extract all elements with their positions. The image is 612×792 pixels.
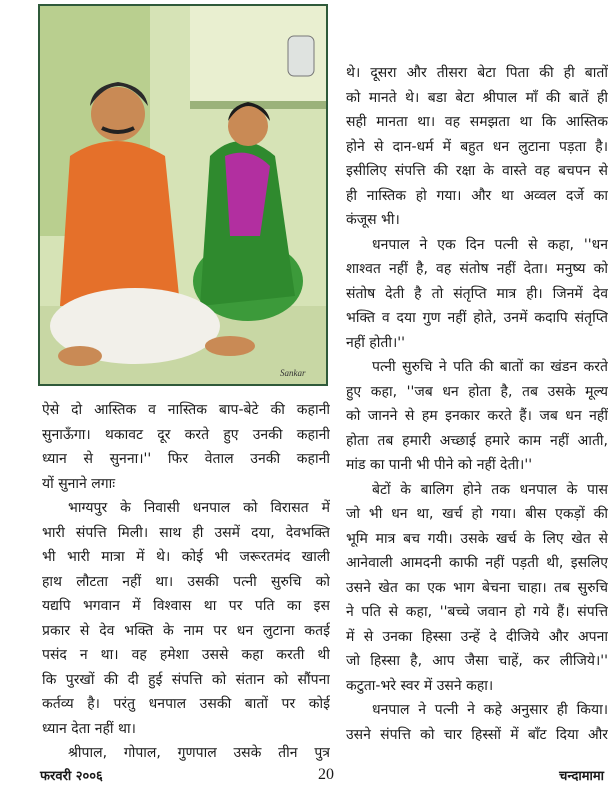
text-line: भारी संपत्ति मिली। साथ ही उसमें दया, देवभक्ति: [42, 524, 330, 541]
text-line: ध्यान से सुनना।'' फिर वेताल उनकी कहानी: [42, 451, 330, 467]
magazine-name: चन्दामामा: [559, 769, 604, 784]
text-line: ही नास्तिक हो गया। और था अव्वल दर्जे का: [346, 187, 608, 204]
text-line: प्रकार से देव भक्ति के नाम पर धन लुटाना कतई: [42, 622, 330, 639]
text-line: होता तब हमारी अच्छाई हमारे काम नहीं आती,: [346, 432, 608, 449]
text-line: भक्ति व दया गुण नहीं होते, उनमें कदापि संतृप्ति: [346, 310, 608, 326]
text-line: पसंद न था। वह हमेशा उससे कहा करती थी: [42, 647, 330, 663]
text-line: हुए कहा, ''जब धन होता है, तब उसके मूल्य: [346, 383, 608, 400]
text-line: मांड का पानी भी पीने को नहीं देती।'': [346, 457, 533, 473]
story-illustration: [38, 4, 328, 386]
text-line: आनेवाली आमदनी काफी नहीं पड़ती थी, इसलिए: [346, 555, 608, 571]
footer-issue-date: फरवरी २००६: [40, 769, 103, 784]
text-line: ऐसे दो आस्तिक व नास्तिक बाप-बेटे की कहानी: [42, 402, 330, 418]
text-line: ने पति से कहा, ''बच्चे जवान हो गये हैं। संपत्ति: [346, 604, 608, 620]
text-line: भी भारी मात्रा में थे। कोई भी जरूरतमंद खाली: [42, 549, 330, 565]
text-line: धनपाल ने पत्नी ने कहे अनुसार ही किया।: [372, 702, 608, 718]
text-line: जो हिस्सा है, आप जैसा चाहें, कर लीजिये।'': [346, 653, 608, 669]
text-line: धनपाल ने एक दिन पत्नी से कहा, ''धन: [372, 236, 608, 253]
right-text-column: [346, 61, 608, 747]
text-line: इसीलिए संपत्ति की रक्षा के वास्ते वह बचपन से: [346, 163, 608, 179]
text-line: कटुता-भरे स्वर में उसने कहा।: [346, 677, 494, 694]
text-line: थे। दूसरा और तीसरा बेटा पिता की ही बातों: [346, 65, 608, 81]
text-line: उसने खेत का एक भाग बेचना चाहा। तब सुरुचि: [346, 579, 608, 596]
text-line: भूमि मात्र बच गयी। उसके खर्च के लिए खेत से: [346, 530, 608, 547]
text-line: सही मानता था। वह समझता था कि आस्तिक: [346, 114, 608, 130]
text-line: को मानते थे। बडा बेटा श्रीपाल माँ की बातें ही: [346, 89, 608, 106]
left-text-column: [42, 398, 330, 766]
text-line: कि पुरखों की दी हुई संपत्ति को संतान को सौंपना: [42, 671, 330, 688]
text-line: ध्यान देता नहीं था।: [42, 720, 136, 737]
text-line: नहीं होती।'': [346, 334, 405, 351]
text-line: बेटों के बालिग होने तक धनपाल के पास: [372, 481, 608, 498]
text-line: को जानने से हम इनकार करते हैं। जब धन नहीं: [346, 408, 608, 424]
text-line: संतोष देती है तो संतृप्ति मात्र ही। जिनमें देव: [346, 285, 608, 302]
text-line: सुनाऊँगा। थकावट दूर करते हुए उनकी कहानी: [42, 426, 330, 443]
text-line: यद्यपि भगवान में विश्वास था पर पति का इस: [42, 598, 330, 614]
text-line: भाग्यपुर के निवासी धनपाल को विरासत में: [68, 500, 330, 516]
text-line: श्रीपाल, गोपाल, गुणपाल उसके तीन पुत्र: [68, 745, 330, 761]
page-number: 20: [318, 766, 334, 783]
text-line: शाश्वत नहीं है, वह संतोष नहीं देता। मनुष्य को: [346, 261, 608, 277]
text-line: पत्नी सुरुचि ने पति की बातों का खंडन करते: [372, 359, 608, 375]
text-line: कंजूस भी।: [346, 212, 400, 228]
text-line: यों सुनाने लगाः: [42, 475, 116, 492]
text-line: कर्तव्य है। परंतु धनपाल उसकी बातों पर कोई: [42, 696, 330, 712]
text-line: हाथ लौटता नहीं था। उसकी पत्नी सुरुचि को: [42, 573, 330, 590]
artist-signature: Sankar: [280, 368, 306, 378]
text-line: उसने संपत्ति को चार हिस्सों में बाँट दिया और: [346, 726, 608, 743]
text-line: जो भी धन था, खर्च हो गया। बीस एकड़ों की: [346, 506, 608, 522]
text-line: होने से दान-धर्म में बहुत धन लुटाना पड़ता है।: [346, 138, 608, 155]
illustration-art: [40, 6, 328, 386]
text-line: में से उनका हिस्सा उन्हें दे दीजिये और अपना: [346, 628, 608, 645]
